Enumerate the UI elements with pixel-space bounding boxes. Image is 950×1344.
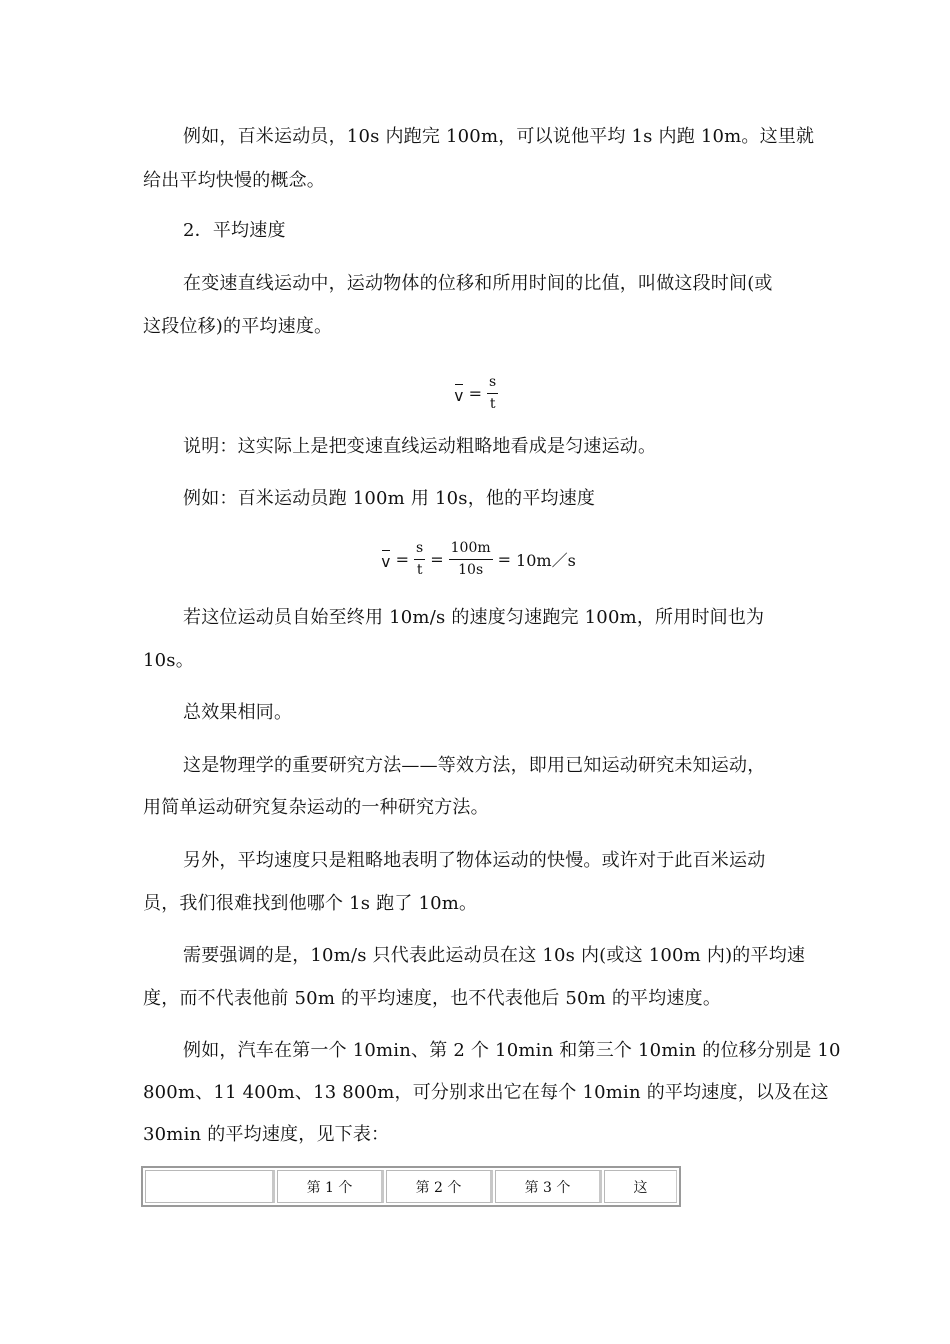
paragraph-line: 这是物理学的重要研究方法——等效方法，即用已知运动研究未知运动，: [183, 755, 766, 776]
velocity-table: [141, 1166, 681, 1207]
section-heading: 2．平均速度: [183, 220, 286, 241]
table-header-cell: [145, 1170, 275, 1203]
fraction-denominator: t: [489, 396, 496, 412]
fraction-denominator: t: [416, 562, 423, 578]
average-velocity-formula: [454, 374, 498, 413]
paragraph-line: 需要强调的是，10m/s 只代表此运动员在这 10s 内(或这 100m 内)的平均速: [183, 945, 806, 966]
equals-sign: =: [395, 550, 410, 569]
fraction-numerator: s: [487, 374, 498, 394]
v-bar-symbol: v: [381, 548, 391, 571]
paragraph-line: 在变速直线运动中，运动物体的位移和所用时间的比值，叫做这段时间(或: [183, 273, 773, 294]
paragraph-line: 30min 的平均速度，见下表：: [143, 1124, 390, 1145]
table-header-cell: 第 2 个: [386, 1170, 493, 1203]
paragraph-line: 例如，百米运动员，10s 内跑完 100m，可以说他平均 1s 内跑 10m。这里就: [183, 126, 815, 147]
fraction-s-over-t: [487, 374, 498, 413]
paragraph-line: 10s。: [143, 650, 194, 671]
fraction-100m-over-10s: [449, 540, 493, 579]
paragraph-line: 用简单运动研究复杂运动的一种研究方法。: [143, 797, 489, 818]
paragraph-line: 另外，平均速度只是粗略地表明了物体运动的快慢。或许对于此百米运动: [183, 850, 766, 871]
fraction-denominator: 10s: [458, 562, 484, 578]
paragraph-line: 若这位运动员自始至终用 10m/s 的速度匀速跑完 100m，所用时间也为: [183, 607, 765, 628]
paragraph-line: 例如：百米运动员跑 100m 用 10s，他的平均速度: [183, 488, 596, 509]
formula-result: 10m／s: [516, 551, 576, 570]
table-header-cell: 第 3 个: [495, 1170, 602, 1203]
average-velocity-calculation: [381, 540, 576, 579]
paragraph-line: 说明：这实际上是把变速直线运动粗略地看成是匀速运动。: [183, 436, 657, 457]
paragraph-line: 员，我们很难找到他哪个 1s 跑了 10m。: [143, 893, 478, 914]
table-header-cell: 这: [604, 1170, 677, 1203]
paragraph-line: 这段位移)的平均速度。: [143, 316, 333, 337]
equals-sign: =: [497, 550, 512, 569]
paragraph-line: 例如，汽车在第一个 10min、第 2 个 10min 和第三个 10min 的位移分别是 10: [183, 1040, 841, 1061]
table-header-cell: 第 1 个: [277, 1170, 384, 1203]
v-bar-symbol: v: [454, 382, 464, 405]
paragraph-line: 总效果相同。: [183, 702, 293, 723]
fraction-s-over-t: [414, 540, 425, 579]
paragraph-line: 800m、11 400m、13 800m，可分别求出它在每个 10min 的平均速度，以及在这: [143, 1082, 829, 1103]
paragraph-line: 度，而不代表他前 50m 的平均速度，也不代表他后 50m 的平均速度。: [143, 988, 722, 1009]
fraction-numerator: s: [414, 540, 425, 560]
equals-sign: =: [468, 384, 483, 403]
paragraph-line: 给出平均快慢的概念。: [143, 170, 325, 191]
fraction-numerator: 100m: [449, 540, 493, 560]
equals-sign: =: [430, 550, 444, 569]
